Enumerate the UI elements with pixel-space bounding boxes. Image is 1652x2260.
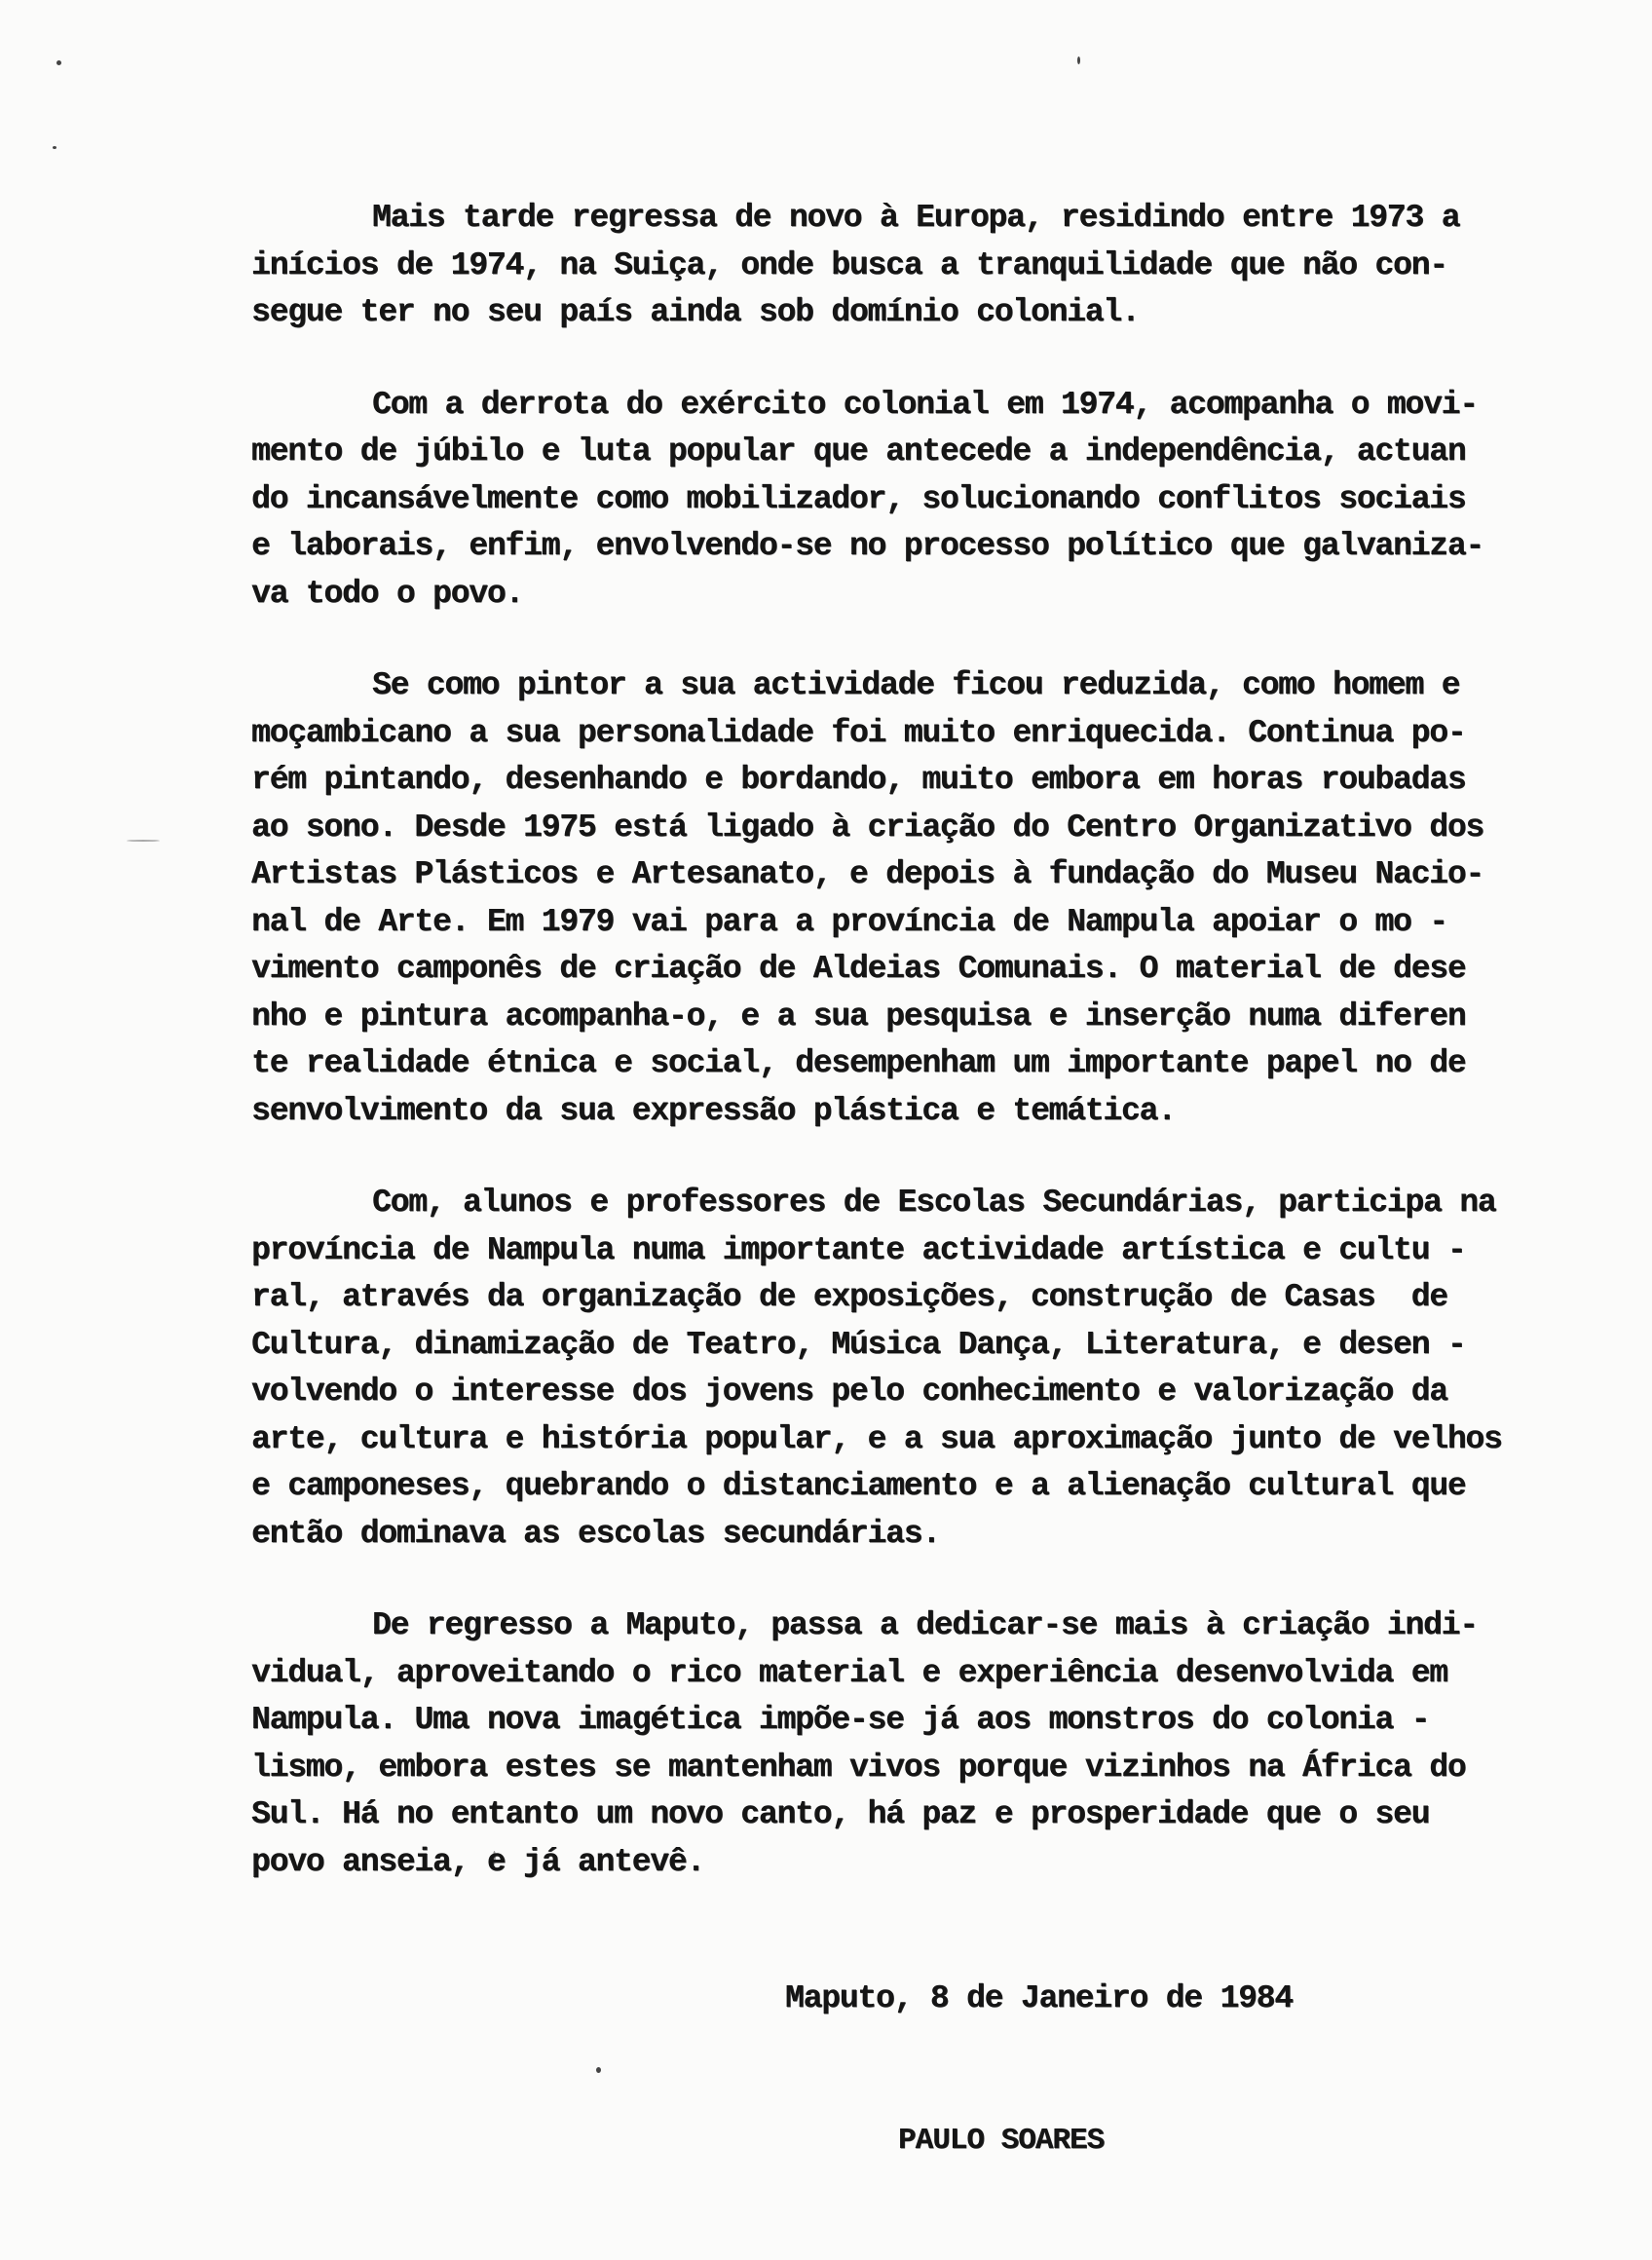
text-line: Cultura, dinamização de Teatro, Música Dança, Literatura, e desen - (251, 1326, 1466, 1363)
text-line: Com, alunos e professores de Escolas Secundárias, participa na (372, 1185, 1496, 1221)
text-line: moçambicano a sua personalidade foi muito enriquecida. Continua po- (251, 714, 1466, 751)
paragraph-5 (251, 1602, 1586, 1886)
paragraph-3 (251, 662, 1586, 1135)
scan-speck (56, 60, 61, 65)
text-line: Artistas Plásticos e Artesanato, e depois à fundação do Museu Nacio- (251, 856, 1484, 892)
text-line: De regresso a Maputo, passa a dedicar-se mais à criação indi- (372, 1607, 1478, 1643)
scan-speck (53, 146, 56, 149)
text-line: va todo o povo. (251, 575, 524, 612)
text-line: do incansávelmente como mobilizador, solucionando conflitos sociais (251, 480, 1466, 517)
text-line: segue ter no seu país ainda sob domínio colonial. (251, 294, 1140, 330)
text-line: senvolvimento da sua expressão plástica e temática. (251, 1092, 1176, 1129)
text-line: nal de Arte. Em 1979 vai para a província de Nampula apoiar o mo - (251, 903, 1447, 940)
text-line: volvendo o interesse dos jovens pelo conhecimento e valorização da (251, 1374, 1447, 1410)
text-line: mento de júbilo e luta popular que antecede a independência, actuan (251, 433, 1466, 470)
signature: PAULO SOARES (898, 2124, 1105, 2158)
text-line: Nampula. Uma nova imagética impõe-se já aos monstros do colonia - (251, 1702, 1430, 1738)
text-line: te realidade étnica e social, desempenham um importante papel no de (251, 1045, 1466, 1081)
text-line: rém pintando, desenhando e bordando, muito embora em horas roubadas (251, 762, 1466, 798)
place-date: Maputo, 8 de Janeiro de 1984 (785, 1980, 1293, 2016)
text-line: inícios de 1974, na Suiça, onde busca a tranquilidade que não con- (251, 246, 1447, 283)
scan-speck (596, 2067, 601, 2073)
text-line: Com a derrota do exército colonial em 1974, acompanha o movi- (372, 386, 1478, 423)
text-line: Sul. Há no entanto um novo canto, há paz e prosperidade que o seu (251, 1796, 1430, 1832)
text-line: vidual, aproveitando o rico material e experiência desenvolvida em (251, 1654, 1447, 1691)
text-line: e camponeses, quebrando o distanciamento e a alienação cultural que (251, 1468, 1466, 1504)
scan-speck (1077, 56, 1080, 64)
text-line: então dominava as escolas secundárias. (251, 1515, 940, 1552)
text-line: lismo, embora estes se mantenham vivos porque vizinhos na África do (251, 1749, 1466, 1786)
text-line: ral, através da organização de exposições, construção de Casas de (251, 1279, 1447, 1315)
text-line: povo anseia, e já antevê. (251, 1843, 705, 1880)
text-line: Mais tarde regressa de novo à Europa, residindo entre 1973 a (372, 200, 1460, 236)
text-line: nho e pintura acompanha-o, e a sua pesquisa e inserção numa diferen (251, 998, 1466, 1035)
paragraph-1 (251, 195, 1586, 337)
text-line: ao sono. Desde 1975 está ligado à criação do Centro Organizativo dos (251, 809, 1484, 846)
paragraph-2 (251, 382, 1586, 619)
scan-speck (127, 840, 160, 842)
paragraph-4 (251, 1180, 1586, 1558)
text-line: e laborais, enfim, envolvendo-se no processo político que galvaniza- (251, 528, 1484, 564)
text-line: arte, cultura e história popular, e a sua aproximação junto de velhos (251, 1420, 1502, 1457)
body-text (251, 195, 1586, 1931)
text-line: vimento camponês de criação de Aldeias Comunais. O material de dese (251, 951, 1466, 987)
text-line: Se como pintor a sua actividade ficou reduzida, como homem e (372, 667, 1460, 703)
text-line: província de Nampula numa importante actividade artística e cultu - (251, 1231, 1466, 1268)
